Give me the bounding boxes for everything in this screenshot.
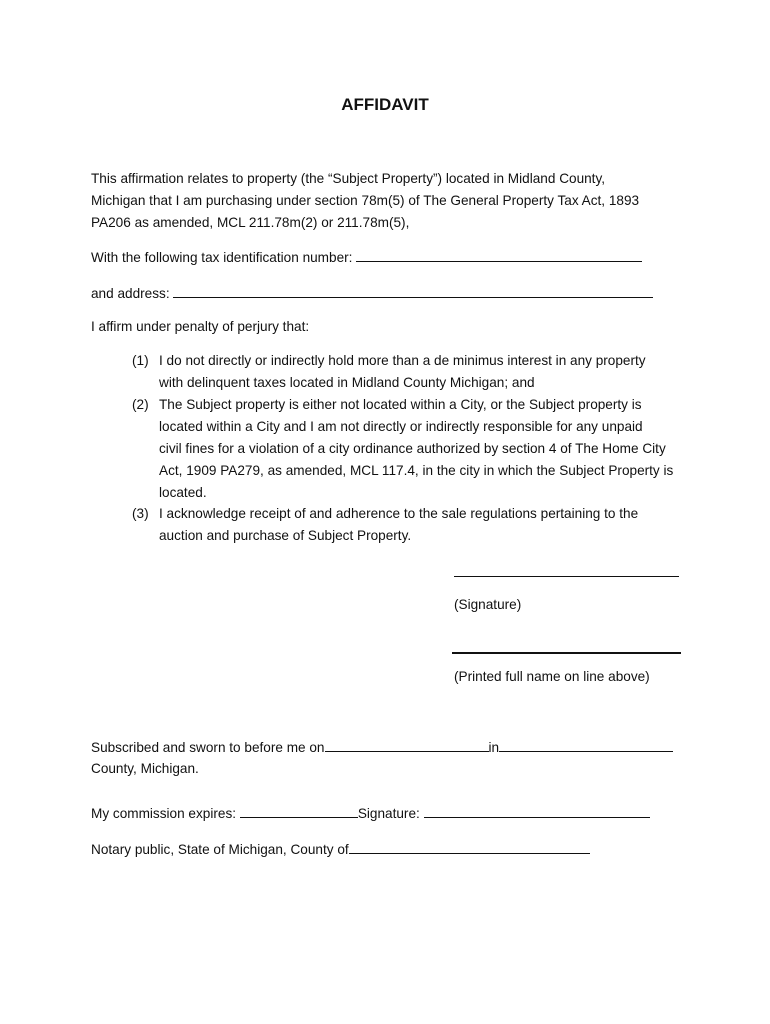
sworn-suffix: County, Michigan. <box>91 761 199 776</box>
item-text <box>159 350 689 394</box>
tax-id-input-line[interactable] <box>356 246 642 262</box>
notary-label: Notary public, State of Michigan, County of <box>91 842 349 857</box>
address-label: and address: <box>91 286 170 301</box>
item-number: (3) <box>132 506 149 521</box>
address-input-line[interactable] <box>173 282 653 298</box>
sworn-in-label: in <box>488 740 500 755</box>
notary-county-line[interactable] <box>349 838 590 854</box>
intro-line-1: This affirmation relates to property (the “Subject Property”) located in Midland County, <box>91 171 606 186</box>
notary-row <box>91 838 590 861</box>
item-line: I do not directly or indirectly hold more than a de minimus interest in any property <box>159 353 646 368</box>
sworn-row <box>91 736 673 759</box>
item-line: I acknowledge receipt of and adherence to the sale regulations pertaining to the <box>159 506 639 521</box>
sworn-date-line[interactable] <box>325 736 489 752</box>
tax-id-row <box>91 246 642 269</box>
sworn-prefix: Subscribed and sworn to before me on <box>91 740 325 755</box>
item-number: (2) <box>132 397 149 412</box>
sworn-place-line[interactable] <box>499 736 673 752</box>
item-line: auction and purchase of Subject Property. <box>159 528 412 543</box>
printed-name-caption: (Printed full name on line above) <box>454 669 650 684</box>
commission-label: My commission expires: <box>91 806 237 821</box>
item-line: civil fines for a violation of a city ordinance authorized by section 4 of The Home City <box>159 441 666 456</box>
item-line: located within a City and I am not directly or indirectly responsible for any unpaid <box>159 419 643 434</box>
notary-signature-line[interactable] <box>424 802 650 818</box>
document-title: AFFIDAVIT <box>341 95 429 114</box>
item-text <box>159 503 689 547</box>
affirm-label: I affirm under penalty of perjury that: <box>91 319 310 334</box>
intro-line-3: PA206 as amended, MCL 211.78m(2) or 211.78m(5), <box>91 215 410 230</box>
address-row <box>91 282 653 305</box>
item-line: with delinquent taxes located in Midland County Michigan; and <box>159 375 535 390</box>
intro-line-2: Michigan that I am purchasing under section 78m(5) of The General Property Tax Act, 1893 <box>91 193 640 208</box>
commission-row <box>91 802 650 825</box>
item-line: located. <box>159 485 207 500</box>
signature-caption: (Signature) <box>454 597 522 612</box>
notary-signature-label: Signature: <box>357 806 420 821</box>
item-text <box>159 394 689 504</box>
printed-name-line[interactable] <box>452 652 681 654</box>
signature-line[interactable] <box>454 576 679 577</box>
item-line: Act, 1909 PA279, as amended, MCL 117.4, in the city in which the Subject Property is <box>159 463 674 478</box>
commission-expires-line[interactable] <box>240 802 358 818</box>
item-number: (1) <box>132 353 149 368</box>
item-line: The Subject property is either not located within a City, or the Subject property is <box>159 397 642 412</box>
tax-id-label: With the following tax identification number: <box>91 250 353 265</box>
